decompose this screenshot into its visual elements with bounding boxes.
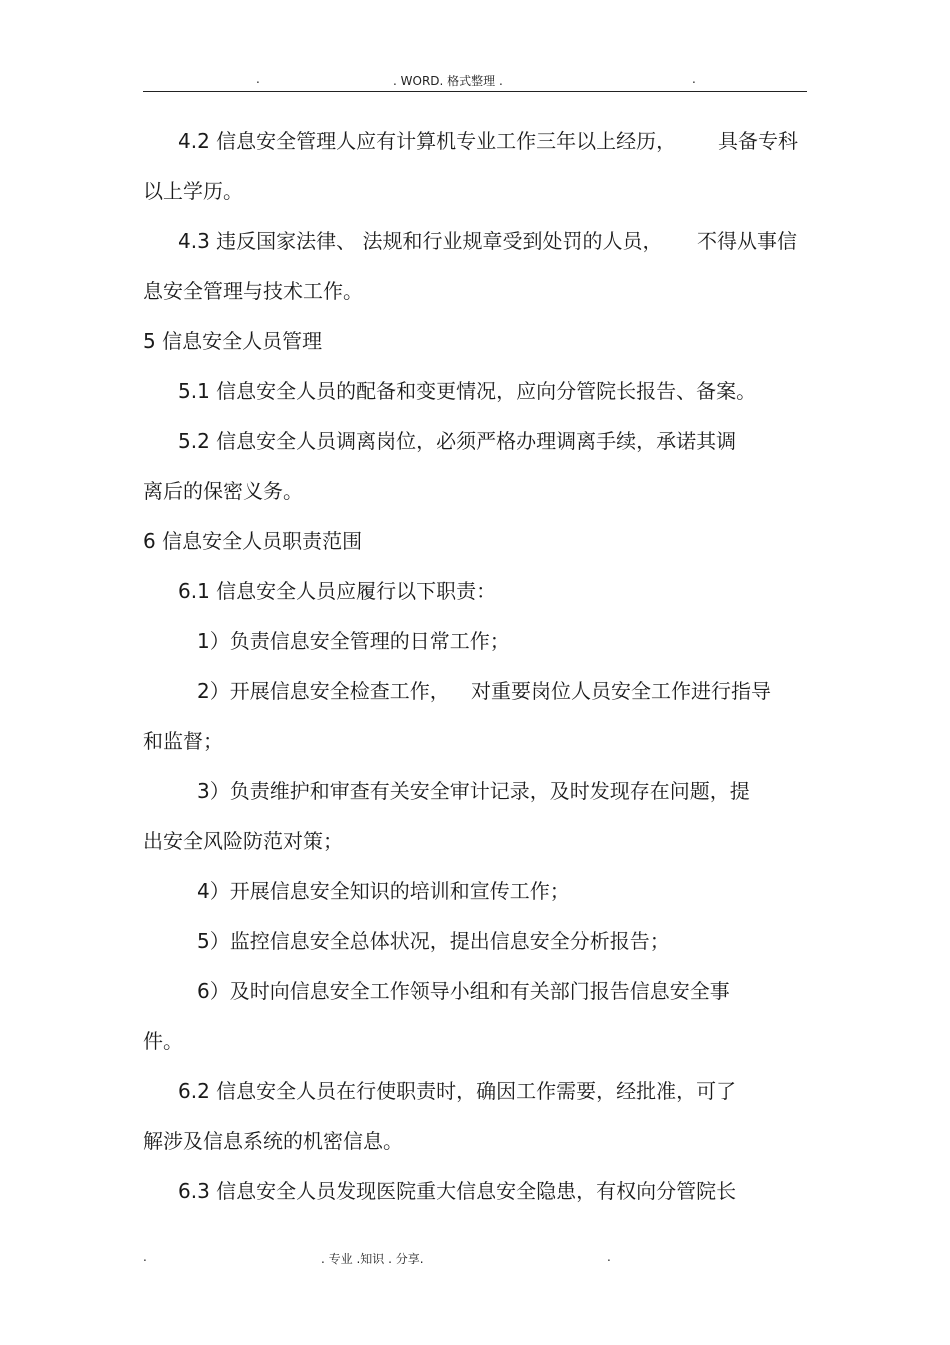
list-item-5: 5）监控信息安全总体状况，提出信息安全分析报告； [197,929,670,953]
body-line-5-1: 5.1 信息安全人员的配备和变更情况，应向分管院长报告、备案。 [178,379,757,403]
body-line-6-2: 6.2 信息安全人员在行使职责时，确因工作需要，经批准，可了 [178,1079,737,1103]
footer-title: . 专业 .知识 . 分享. [321,1252,424,1266]
body-line-4-3-tail-text: 不得从事信 [697,229,797,253]
body-line-4-3-main: 4.3 违反国家法律、 法规和行业规章受到处罚的人员， [178,229,663,253]
list-item-2-tail [471,679,771,703]
body-line-6-2-cont: 解涉及信息系统的机密信息。 [143,1129,403,1153]
list-item-3-cont: 出安全风险防范对策； [143,829,343,853]
body-line-4-2-main: 4.2 信息安全管理人应有计算机专业工作三年以上经历， [178,129,677,153]
footer-left-mark: . [143,1250,147,1264]
list-item-2-tail-text: 对重要岗位人员安全工作进行指导 [471,679,771,703]
list-item-6-cont: 件。 [143,1029,183,1053]
list-item-6: 6）及时向信息安全工作领导小组和有关部门报告信息安全事 [197,979,730,1003]
body-line-6-3: 6.3 信息安全人员发现医院重大信息安全隐患，有权向分管院长 [178,1179,737,1203]
body-line-5-2-cont: 离后的保密义务。 [143,479,303,503]
list-item-1: 1）负责信息安全管理的日常工作； [197,629,510,653]
header-left-mark: . [256,72,260,86]
body-line-4-2 [178,129,676,153]
list-item-4: 4）开展信息安全知识的培训和宣传工作； [197,879,570,903]
header-rule [143,91,807,92]
body-line-6-1: 6.1 信息安全人员应履行以下职责： [178,579,497,603]
page-header [143,72,807,90]
body-line-4-3 [178,229,663,253]
body-line-4-3-cont: 息安全管理与技术工作。 [143,279,363,303]
body-line-4-2-cont: 以上学历。 [143,179,243,203]
footer-right-mark: . [607,1250,611,1264]
body-line-4-2-tail [718,129,798,153]
body-line-5-2: 5.2 信息安全人员调离岗位，必须严格办理调离手续，承诺其调 [178,429,737,453]
page-footer [143,1250,807,1268]
header-right-mark: . [692,72,696,86]
section-heading-6: 6 信息安全人员职责范围 [143,529,363,553]
body-line-4-2-tail-text: 具备专科 [718,129,798,153]
list-item-2-main: 2）开展信息安全检查工作， [197,679,450,703]
body-line-4-3-tail [697,229,797,253]
list-item-2 [197,679,450,703]
list-item-3: 3）负责维护和审查有关安全审计记录，及时发现存在问题，提 [197,779,750,803]
list-item-2-cont: 和监督； [143,729,223,753]
header-title: . WORD. 格式整理 . [393,74,503,88]
section-heading-5: 5 信息安全人员管理 [143,329,323,353]
